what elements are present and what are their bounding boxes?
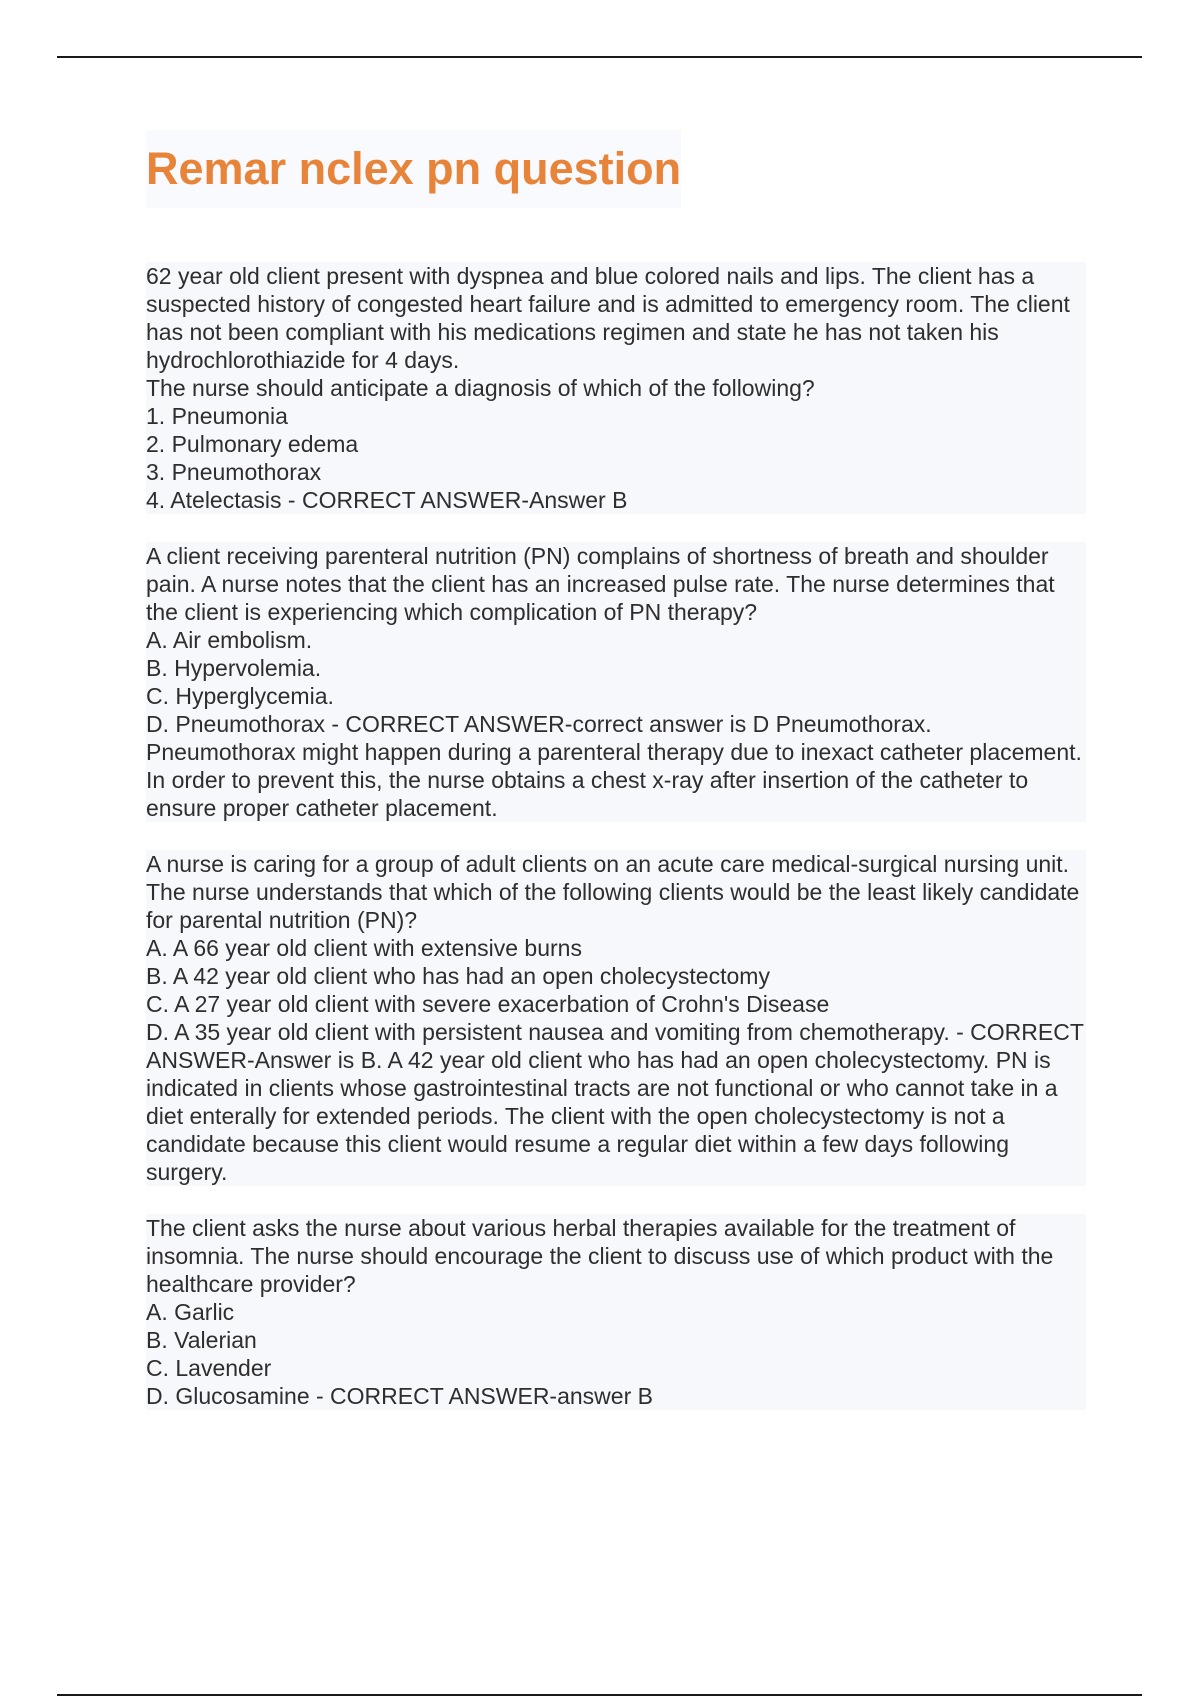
question-2-option: C. Hyperglycemia. [146, 683, 334, 709]
question-4-answer: D. Glucosamine - CORRECT ANSWER-answer B [146, 1383, 653, 1409]
question-3-option: A. A 66 year old client with extensive burns [146, 935, 582, 961]
question-4-option: B. Valerian [146, 1327, 257, 1353]
question-1-option: 3. Pneumothorax [146, 459, 322, 485]
question-1-prompt: The nurse should anticipate a diagnosis of which of the following? [146, 375, 815, 401]
question-4-stem: The client asks the nurse about various herbal therapies available for the treatment of insomnia. The nurse should encourage the client to discuss use of which product with the healthcare provider? [146, 1215, 1054, 1297]
top-rule [57, 56, 1142, 58]
question-3-stem: A nurse is caring for a group of adult clients on an acute care medical-surgical nursing unit. The nurse understands that which of the following clients would be the least likely candidate for parental nutrition (PN)? [146, 851, 1080, 933]
question-4-option: A. Garlic [146, 1299, 235, 1325]
question-2-option: B. Hypervolemia. [146, 655, 322, 681]
question-block-2 [146, 542, 1086, 822]
question-4-option: C. Lavender [146, 1355, 272, 1381]
question-block-3 [146, 850, 1086, 1186]
question-1-answer: 4. Atelectasis - CORRECT ANSWER-Answer B [146, 487, 628, 513]
bottom-rule [57, 1694, 1142, 1696]
document-title: Remar nclex pn question [146, 130, 681, 208]
question-2-option: A. Air embolism. [146, 627, 313, 653]
document-content [146, 130, 1086, 1438]
question-3-option: C. A 27 year old client with severe exacerbation of Crohn's Disease [146, 991, 830, 1017]
question-2-answer: D. Pneumothorax - CORRECT ANSWER-correct answer is D Pneumothorax. Pneumothorax might happen during a parenteral therapy due to inexact catheter placement. In order to prevent this, the nurse obtains a chest x-ray after insertion of the catheter to ensure proper catheter placement. [146, 711, 1082, 821]
question-1-option: 1. Pneumonia [146, 403, 288, 429]
question-1-stem: 62 year old client present with dyspnea and blue colored nails and lips. The client has a suspected history of congested heart failure and is admitted to emergency room. The client has not been compliant with his medications regimen and state he has not taken his hydrochlorothiazide for 4 days. [146, 263, 1070, 373]
question-block-4 [146, 1214, 1086, 1410]
question-3-option: B. A 42 year old client who has had an open cholecystectomy [146, 963, 770, 989]
question-2-stem: A client receiving parenteral nutrition (PN) complains of shortness of breath and shoulder pain. A nurse notes that the client has an increased pulse rate. The nurse determines that the client is experiencing which complication of PN therapy? [146, 543, 1055, 625]
question-3-answer: D. A 35 year old client with persistent nausea and vomiting from chemotherapy. - CORRECT ANSWER-Answer is B. A 42 year old client who has had an open cholecystectomy. PN is indicated in clients whose gastrointestinal tracts are not functional or who cannot take in a diet enterally for extended periods. The client with the open cholecystectomy is not a candidate because this client would resume a regular diet within a few days following surgery. [146, 1019, 1084, 1185]
question-block-1 [146, 262, 1086, 514]
question-1-option: 2. Pulmonary edema [146, 431, 359, 457]
question-list [146, 262, 1086, 1410]
